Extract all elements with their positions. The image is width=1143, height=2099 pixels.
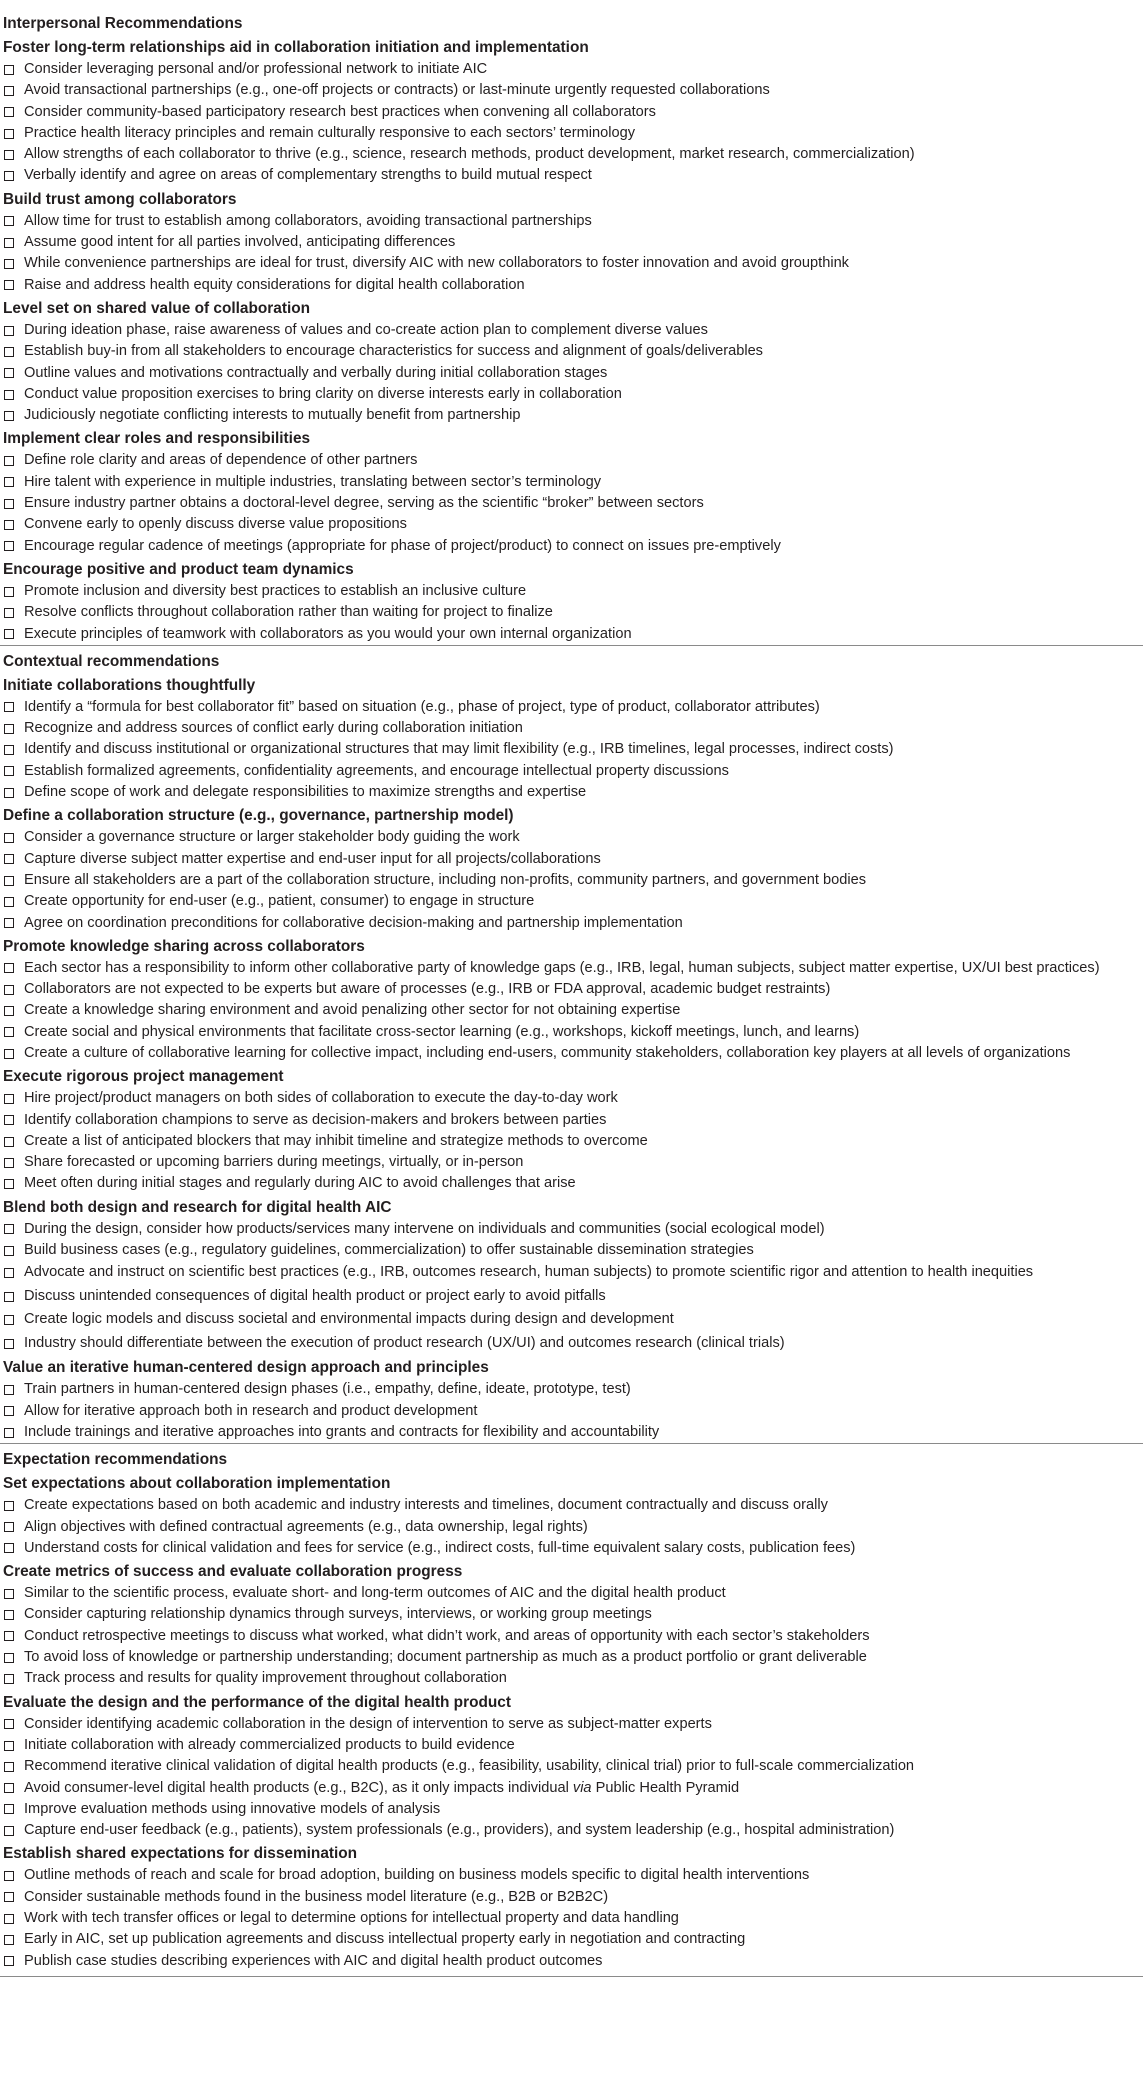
checkbox-icon	[4, 1892, 14, 1902]
checkbox-icon	[4, 897, 14, 907]
checklist-item	[3, 472, 1143, 493]
checkbox-icon	[4, 1522, 14, 1532]
checklist-item	[3, 697, 1143, 718]
checkbox-icon	[4, 129, 14, 139]
checklist-item	[3, 493, 1143, 514]
checklist-item	[3, 1379, 1143, 1400]
checkbox-icon	[4, 1653, 14, 1663]
checkbox-icon	[4, 608, 14, 618]
checkbox-icon	[4, 629, 14, 639]
checkbox-icon	[4, 1246, 14, 1256]
checklist-item-text: Publish case studies describing experiences with AIC and digital health product outcomes	[24, 1952, 603, 1969]
checkbox-icon	[4, 724, 14, 734]
checkbox-icon	[4, 1027, 14, 1037]
checklist-item	[3, 1604, 1143, 1625]
checkbox-icon	[4, 1158, 14, 1168]
checkbox-icon	[4, 1268, 14, 1278]
checklist-item	[3, 1131, 1143, 1152]
checklist-item-text: Create expectations based on both academic and industry interests and timelines, document contractually and discuss orally	[24, 1497, 828, 1514]
checklist-item	[3, 891, 1143, 912]
checklist-item	[3, 1173, 1143, 1194]
checklist-item	[3, 1951, 1143, 1972]
recommendation-category	[0, 8, 1143, 645]
checklist-item	[3, 718, 1143, 739]
checklist-item-text: Train partners in human-centered design phases (i.e., empathy, define, ideate, prototype, test)	[24, 1381, 631, 1398]
checkbox-icon	[4, 259, 14, 269]
section-heading: Implement clear roles and responsibilities	[3, 430, 311, 448]
checklist-item-text: Consider community-based participatory research best practices when convening all collaborators	[24, 103, 656, 120]
checkbox-icon	[4, 1610, 14, 1620]
section-heading: Foster long-term relationships aid in collaboration initiation and implementation	[3, 39, 589, 56]
checklist-item-text: Consider a governance structure or larger stakeholder body guiding the work	[24, 829, 520, 846]
checklist-item	[3, 1887, 1143, 1908]
checklist-item-text: Capture diverse subject matter expertise and end-user input for all projects/collaborations	[24, 850, 601, 867]
checklist-item	[3, 253, 1143, 274]
checklist-item	[3, 144, 1143, 165]
checklist-item-text: Create a list of anticipated blockers that may inhibit timeline and strategize methods to overcome	[24, 1132, 648, 1149]
checkbox-icon	[4, 833, 14, 843]
section-heading: Establish shared expectations for dissemination	[3, 1845, 358, 1863]
checklist-item	[3, 232, 1143, 253]
checklist-item	[3, 581, 1143, 602]
checklist-item	[3, 1088, 1143, 1109]
checklist-item	[3, 1865, 1143, 1886]
section-heading: Promote knowledge sharing across collaborators	[3, 937, 365, 955]
checklist-item-text: Create social and physical environments that facilitate cross-sector learning (e.g., workshops, kickoff meetings, lunch, and learns)	[24, 1023, 860, 1040]
checklist-item-text: Hire talent with experience in multiple industries, translating between sector’s terminology	[24, 473, 602, 490]
checklist	[3, 1865, 1143, 1971]
checklist-item	[3, 1285, 1143, 1309]
checklist-item	[3, 849, 1143, 870]
checklist-item-text: Consider capturing relationship dynamics through surveys, interviews, or working group meetings	[24, 1606, 652, 1623]
checkbox-icon	[4, 326, 14, 336]
checkbox-icon	[4, 1094, 14, 1104]
checkbox-icon	[4, 766, 14, 776]
checklist-item	[3, 1647, 1143, 1668]
checklist-item	[3, 341, 1143, 362]
table-bottom-rule	[0, 1976, 1143, 1977]
section-heading: Define a collaboration structure (e.g., governance, partnership model)	[3, 807, 514, 825]
checkbox-icon	[4, 541, 14, 551]
checklist-item	[3, 1908, 1143, 1929]
checkbox-icon	[4, 1115, 14, 1125]
section-heading: Create metrics of success and evaluate collaboration progress	[3, 1563, 463, 1581]
checklist-item-text: Capture end-user feedback (e.g., patients), system professionals (e.g., providers), and system leadership (e.g., hospital administration)	[24, 1822, 895, 1839]
checkbox-icon	[4, 1783, 14, 1793]
checklist-item-text: Align objectives with defined contractual agreements (e.g., data ownership, legal rights)	[24, 1518, 588, 1535]
checklist-item	[3, 958, 1143, 979]
checklist-item	[3, 1240, 1143, 1261]
checklist-item	[3, 1219, 1143, 1240]
checkbox-icon	[4, 1224, 14, 1234]
checkbox-icon	[4, 1762, 14, 1772]
checkbox-icon	[4, 587, 14, 597]
checklist	[3, 1219, 1143, 1356]
checklist-item-text: Establish buy-in from all stakeholders to encourage characteristics for success and alignment of goals/deliverables	[24, 343, 763, 360]
checklist-item	[3, 1714, 1143, 1735]
checklist-item-text: Convene early to openly discuss diverse value propositions	[24, 516, 407, 533]
checklist-item	[3, 1152, 1143, 1173]
checklist-item-text: Share forecasted or upcoming barriers during meetings, virtually, or in-person	[24, 1154, 524, 1171]
checkbox-icon	[4, 1741, 14, 1751]
checklist-item-text: Build business cases (e.g., regulatory guidelines, commercialization) to offer sustainable dissemination strategies	[24, 1242, 754, 1259]
checklist-item-text: Practice health literacy principles and remain culturally responsive to each sectors’ terminology	[24, 124, 636, 141]
checkbox-icon	[4, 368, 14, 378]
checklist-item-text: Consider sustainable methods found in the business model literature (e.g., B2B or B2B2C)	[24, 1888, 609, 1905]
checklist-item-text: Advocate and instruct on scientific best practices (e.g., IRB, outcomes research, human subjects) to promote scientific rigor and attention to health inequities	[24, 1264, 1034, 1281]
checkbox-icon	[4, 1339, 14, 1349]
checklist-item-text: Create opportunity for end-user (e.g., patient, consumer) to engage in structure	[24, 893, 535, 910]
checkbox-icon	[4, 1589, 14, 1599]
checklist-item	[3, 739, 1143, 760]
checklist-item-text: Recognize and address sources of conflict early during collaboration initiation	[24, 720, 523, 737]
checklist-item-text: Allow time for trust to establish among collaborators, avoiding transactional partnerships	[24, 212, 592, 229]
checkbox-icon	[4, 1914, 14, 1924]
checklist-item	[3, 363, 1143, 384]
checkbox-icon	[4, 280, 14, 290]
checklist-item	[3, 1756, 1143, 1777]
checklist-item-text: Define scope of work and delegate responsibilities to maximize strengths and expertise	[24, 784, 587, 801]
checklist	[3, 1583, 1143, 1689]
checklist-item-text: Execute principles of teamwork with collaborators as you would your own internal organization	[24, 625, 632, 642]
checklist-item-text: Initiate collaboration with already commercialized products to build evidence	[24, 1736, 515, 1753]
checklist-item-text: During ideation phase, raise awareness of values and co-create action plan to complement diverse values	[24, 321, 708, 338]
checklist	[3, 1714, 1143, 1842]
category-title: Expectation recommendations	[3, 1451, 228, 1469]
checklist-item-text: Outline methods of reach and scale for broad adoption, building on business models specific to digital health interventions	[24, 1867, 810, 1884]
checklist-item	[3, 1517, 1143, 1538]
section-heading: Blend both design and research for digital health AIC	[3, 1198, 392, 1216]
checkbox-icon	[4, 150, 14, 160]
checklist-item-text: Ensure industry partner obtains a doctoral-level degree, serving as the scientific “broker” between sectors	[24, 495, 704, 512]
checklist-item-text: Early in AIC, set up publication agreements and discuss intellectual property early in negotiation and contracting	[24, 1931, 746, 1948]
checkbox-icon	[4, 477, 14, 487]
checklist-item	[3, 782, 1143, 803]
checklist-item	[3, 1799, 1143, 1820]
checklist-item	[3, 827, 1143, 848]
checklist-item-text: Allow strengths of each collaborator to thrive (e.g., science, research methods, product development, market research, commercialization)	[24, 146, 915, 163]
checklist-item-text: Hire project/product managers on both sides of collaboration to execute the day-to-day work	[24, 1090, 618, 1107]
checklist-item	[3, 870, 1143, 891]
section-heading: Execute rigorous project management	[3, 1068, 284, 1086]
checklist-item-text: Avoid transactional partnerships (e.g., one-off projects or contracts) or last-minute urgently requested collaborations	[24, 82, 770, 99]
checkbox-icon	[4, 520, 14, 530]
checklist	[3, 581, 1143, 645]
checklist-item	[3, 1332, 1143, 1356]
checklist-item-text: Agree on coordination preconditions for collaborative decision-making and partnership implementation	[24, 914, 683, 931]
checkbox-icon	[4, 1804, 14, 1814]
checklist-item	[3, 624, 1143, 645]
section-heading: Value an iterative human-centered design approach and principles	[3, 1359, 489, 1377]
checklist-item-text: Promote inclusion and diversity best practices to establish an inclusive culture	[24, 582, 527, 599]
checkbox-icon	[4, 86, 14, 96]
checkbox-icon	[4, 985, 14, 995]
checklist-item-text: Allow for iterative approach both in research and product development	[24, 1402, 478, 1419]
checklist-item-text: Assume good intent for all parties involved, anticipating differences	[24, 234, 456, 251]
checklist-item	[3, 275, 1143, 296]
checklist-item-text: Collaborators are not expected to be experts but aware of processes (e.g., IRB or FDA approval, academic budget restraints)	[24, 981, 831, 998]
checklist	[3, 211, 1143, 296]
checklist-item	[3, 59, 1143, 80]
section-heading: Initiate collaborations thoughtfully	[3, 676, 256, 694]
checklist-item	[3, 211, 1143, 232]
checkbox-icon	[4, 347, 14, 357]
checkbox-icon	[4, 1631, 14, 1641]
checkbox-icon	[4, 1428, 14, 1438]
checkbox-icon	[4, 456, 14, 466]
category-title: Interpersonal Recommendations	[3, 15, 243, 32]
checklist-item-text: Ensure all stakeholders are a part of the collaboration structure, including non-profits, community partners, and government bodies	[24, 871, 867, 888]
section-heading: Set expectations about collaboration implementation	[3, 1475, 391, 1493]
checklist-item	[3, 320, 1143, 341]
checkbox-icon	[4, 745, 14, 755]
checklist-item-text: Consider leveraging personal and/or professional network to initiate AIC	[24, 61, 488, 77]
checklist-item-text: Conduct value proposition exercises to bring clarity on diverse interests early in collaboration	[24, 385, 622, 402]
checklist-item-text: Encourage regular cadence of meetings (appropriate for phase of project/product) to connect on issues pre-emptively	[24, 537, 781, 554]
section-heading: Encourage positive and product team dynamics	[3, 560, 354, 578]
checklist-item	[3, 602, 1143, 623]
checklist-item	[3, 1820, 1143, 1841]
checkbox-icon	[4, 1935, 14, 1945]
checklist-item	[3, 1668, 1143, 1689]
checklist-item-text: Avoid consumer-level digital health products (e.g., B2C), as it only impacts individual via Public Health Pyramid	[24, 1779, 740, 1796]
checkbox-icon	[4, 1179, 14, 1189]
checklist-item-text: Verbally identify and agree on areas of complementary strengths to build mutual respect	[24, 167, 592, 184]
checklist-item-text: Similar to the scientific process, evaluate short- and long-term outcomes of AIC and the digital health product	[24, 1585, 726, 1602]
checklist-item	[3, 1583, 1143, 1604]
checkbox-icon	[4, 788, 14, 798]
checkbox-icon	[4, 216, 14, 226]
section-heading: Level set on shared value of collaboration	[3, 299, 311, 317]
checklist	[3, 320, 1143, 426]
checkbox-icon	[4, 390, 14, 400]
checkbox-icon	[4, 1501, 14, 1511]
checklist-item-text: Identify a “formula for best collaborator fit” based on situation (e.g., phase of project, type of product, collaborator attributes)	[24, 698, 820, 715]
checkbox-icon	[4, 107, 14, 117]
checklist-item	[3, 1626, 1143, 1647]
checklist-item-text: Conduct retrospective meetings to discuss what worked, what didn’t work, and areas of opportunity with each sector’s stakeholders	[24, 1627, 870, 1644]
checklist-item	[3, 123, 1143, 144]
checkbox-icon	[4, 1292, 14, 1302]
checklist-item-text: Create a knowledge sharing environment and avoid penalizing other sector for not obtaining expertise	[24, 1002, 681, 1019]
recommendation-category	[0, 1444, 1143, 1972]
recommendation-category	[0, 646, 1143, 1443]
checklist	[3, 1495, 1143, 1559]
checkbox-icon	[4, 918, 14, 928]
checkbox-icon	[4, 1956, 14, 1966]
checkbox-icon	[4, 702, 14, 712]
checklist-item	[3, 913, 1143, 934]
checklist-item-text: Recommend iterative clinical validation of digital health products (e.g., feasibility, usability, clinical trial) prior to full-scale commercialization	[24, 1758, 915, 1775]
checklist-item-text: Create a culture of collaborative learning for collective impact, including end-users, community stakeholders, collaboration key players at all levels of organizations	[24, 1044, 1071, 1061]
checkbox-icon	[4, 238, 14, 248]
checkbox-icon	[4, 1006, 14, 1016]
checklist-item-text: Meet often during initial stages and regularly during AIC to avoid challenges that arise	[24, 1175, 576, 1192]
checklist-item-text: Judiciously negotiate conflicting interests to mutually benefit from partnership	[24, 407, 521, 424]
checkbox-icon	[4, 854, 14, 864]
checkbox-icon	[4, 1049, 14, 1059]
checklist-item-text: Include trainings and iterative approaches into grants and contracts for flexibility and accountability	[24, 1423, 660, 1440]
checklist-item-text: Track process and results for quality improvement throughout collaboration	[24, 1670, 507, 1687]
checklist-item	[3, 1538, 1143, 1559]
checklist-item	[3, 1308, 1143, 1332]
checklist-item	[3, 1929, 1143, 1950]
checklist-item-text: Improve evaluation methods using innovative models of analysis	[24, 1800, 441, 1817]
checklist-item	[3, 405, 1143, 426]
checklist-item	[3, 979, 1143, 1000]
checkbox-icon	[4, 1674, 14, 1684]
checkbox-icon	[4, 1406, 14, 1416]
checklist-item	[3, 1495, 1143, 1516]
checklist-item	[3, 80, 1143, 101]
checklist-item-text: Discuss unintended consequences of digital health product or project early to avoid pitfalls	[24, 1287, 606, 1304]
checklist-item	[3, 1110, 1143, 1131]
checklist-item	[3, 450, 1143, 471]
checklist-item	[3, 165, 1143, 186]
checkbox-icon	[4, 1719, 14, 1729]
checkbox-icon	[4, 65, 14, 75]
checklist-item	[3, 384, 1143, 405]
checklist-item	[3, 1401, 1143, 1422]
checklist-item	[3, 514, 1143, 535]
checklist-item-text: Resolve conflicts throughout collaboration rather than waiting for project to finalize	[24, 604, 553, 621]
checklist-item-text: Understand costs for clinical validation and fees for service (e.g., indirect costs, full-time equivalent salary costs, publication fees)	[24, 1539, 856, 1556]
section-heading: Evaluate the design and the performance of the digital health product	[3, 1693, 511, 1711]
checklist-item	[3, 1778, 1143, 1799]
checklist-item-text: Outline values and motivations contractually and verbally during initial collaboration stages	[24, 364, 608, 381]
checkbox-icon	[4, 499, 14, 509]
checklist-item-text: Consider identifying academic collaboration in the design of intervention to serve as subject-matter experts	[24, 1715, 712, 1732]
checklist-item	[3, 1022, 1143, 1043]
checklist-item-text: Work with tech transfer offices or legal to determine options for intellectual property and data handling	[24, 1910, 679, 1926]
checkbox-icon	[4, 1315, 14, 1325]
checklist-item	[3, 1000, 1143, 1021]
checkbox-icon	[4, 1826, 14, 1836]
checklist-item-text: Identify collaboration champions to serve as decision-makers and brokers between parties	[24, 1111, 607, 1128]
checkbox-icon	[4, 1385, 14, 1395]
checklist-item	[3, 1043, 1143, 1064]
checklist	[3, 697, 1143, 803]
checklist-item	[3, 1735, 1143, 1756]
checklist	[3, 827, 1143, 933]
checklist-item	[3, 761, 1143, 782]
checklist-item-text: While convenience partnerships are ideal for trust, diversify AIC with new collaborators to foster innovation and avoid groupthink	[24, 255, 849, 272]
checklist-item-text: Industry should differentiate between the execution of product research (UX/UI) and outcomes research (clinical trials)	[24, 1334, 785, 1351]
checklist	[3, 1088, 1143, 1194]
checklist-item-text: Establish formalized agreements, confidentiality agreements, and encourage intellectual property discussions	[24, 762, 729, 779]
section-heading: Build trust among collaborators	[3, 190, 237, 208]
checklist	[3, 450, 1143, 556]
checklist-item-text: Define role clarity and areas of dependence of other partners	[24, 452, 418, 469]
checkbox-icon	[4, 1543, 14, 1553]
checklist-item-text: To avoid loss of knowledge or partnership understanding; document partnership as much as a product portfolio or grant deliverable	[24, 1649, 867, 1666]
checklist	[3, 1379, 1143, 1443]
checklist-item	[3, 1422, 1143, 1443]
checklist	[3, 59, 1143, 187]
checklist-item-text: Create logic models and discuss societal and environmental impacts during design and development	[24, 1311, 674, 1328]
checklist-item-text: Each sector has a responsibility to inform other collaborative party of knowledge gaps (e.g., IRB, legal, human subjects, subject matter expertise, UX/UI best practices)	[24, 959, 1100, 976]
checkbox-icon	[4, 1871, 14, 1881]
category-title: Contextual recommendations	[3, 652, 220, 670]
checklist-item	[3, 102, 1143, 123]
checklist-item	[3, 1261, 1143, 1285]
checklist	[3, 958, 1143, 1064]
checklist-item-text: Raise and address health equity considerations for digital health collaboration	[24, 276, 525, 293]
checkbox-icon	[4, 1137, 14, 1147]
checklist-item	[3, 536, 1143, 557]
checkbox-icon	[4, 963, 14, 973]
checkbox-icon	[4, 411, 14, 421]
checklist-item-text: Identify and discuss institutional or organizational structures that may limit flexibility (e.g., IRB timelines, legal processes, indirect costs)	[24, 741, 894, 758]
checkbox-icon	[4, 876, 14, 886]
checkbox-icon	[4, 171, 14, 181]
checklist-item-text: During the design, consider how products/services many intervene on individuals and communities (social ecological model)	[24, 1220, 825, 1237]
